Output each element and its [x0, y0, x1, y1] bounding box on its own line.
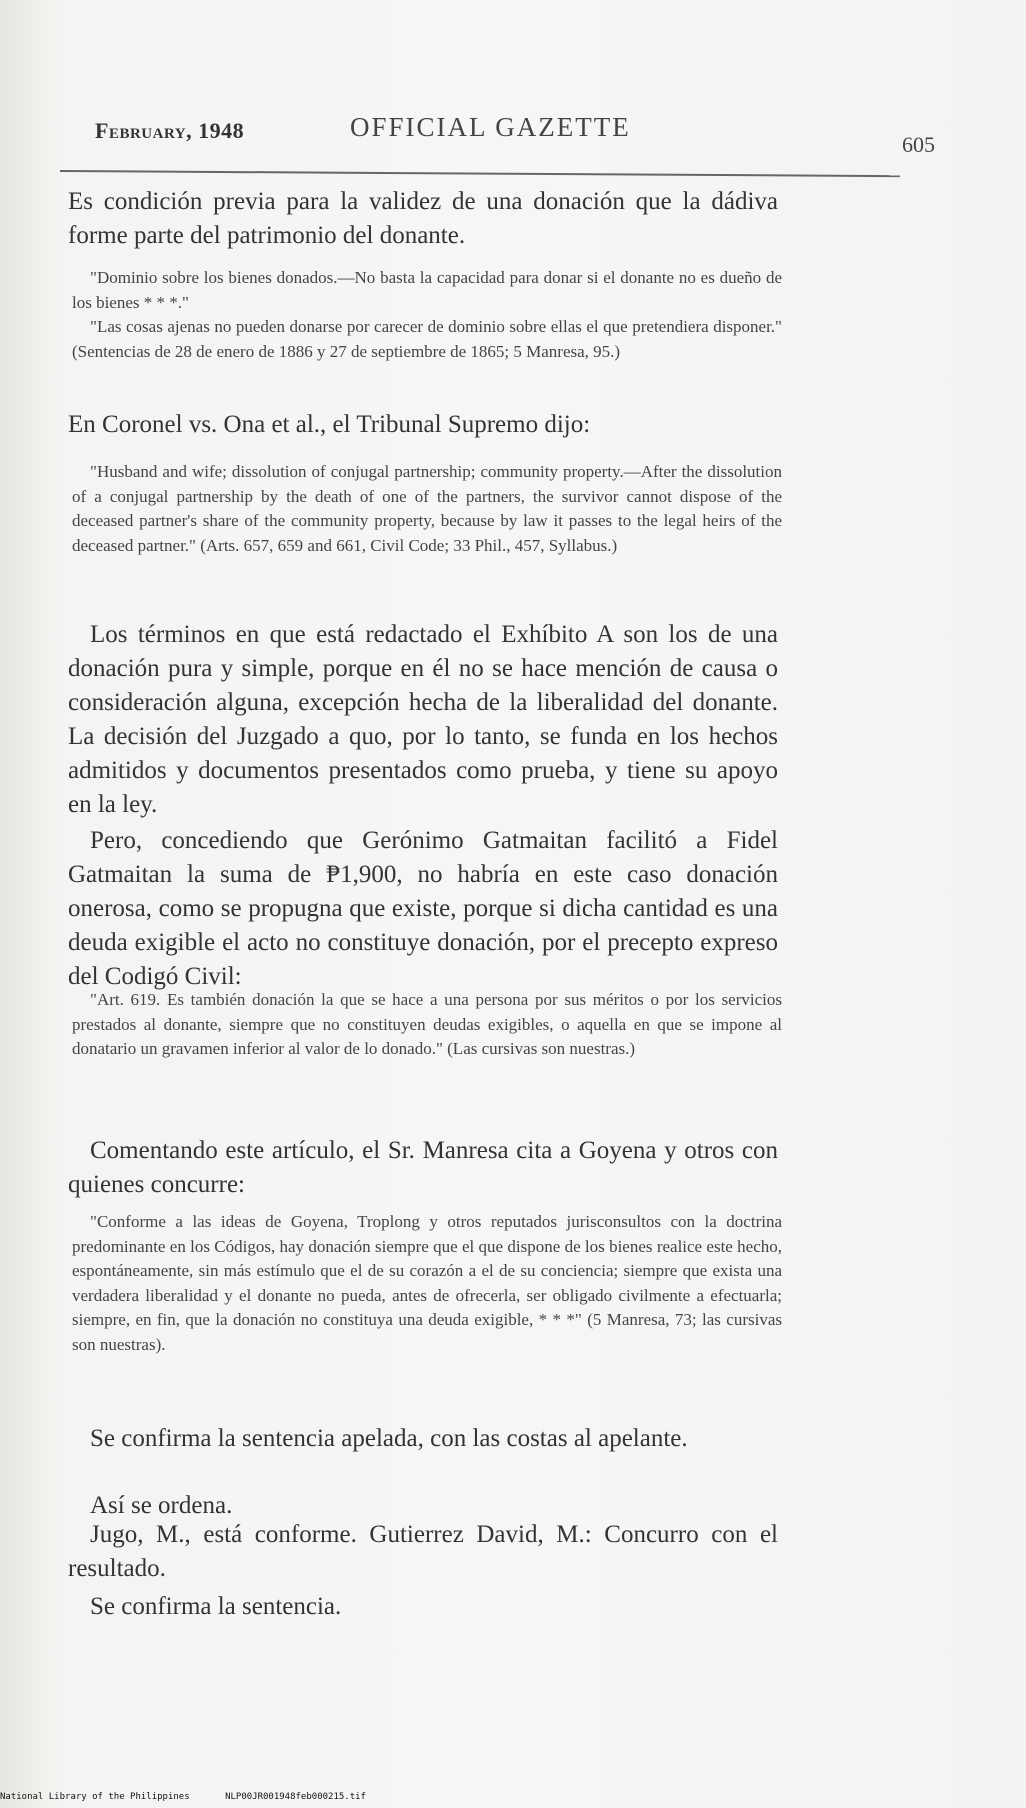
quote-1-a: "Dominio sobre los bienes donados.—No basta la capacidad para donar si el donante no es dueño de los bienes * * *.": [72, 268, 782, 312]
quote-2: [68, 460, 782, 558]
quote-3: [68, 988, 782, 1062]
header-title: OFFICIAL GAZETTE: [350, 112, 631, 142]
paragraph-3: Los términos en que está redactado el Exhíbito A son los de una donación pura y simple, porque en él no se hace mención de causa o consideración alguna, excepción hecha de la liberalidad del donante. La decisión del Juzgado a quo, por lo tanto, se funda en los hechos admitidos y documentos presentados como prueba, y tiene su apoyo en la ley.: [68, 621, 778, 818]
footer-library: National Library of the Philippines: [0, 1792, 190, 1802]
header-rule: [60, 170, 900, 177]
footer-file: NLP00JR001948feb000215.tif: [225, 1792, 366, 1802]
quote-3-text: "Art. 619. Es también donación la que se hace a una persona por sus méritos o por los servicios prestados al donante, siempre que no constituyen deudas exigibles, o aquella en que se impone al donatario un gravamen inferior al valor de lo donado." (Las cursivas son nuestras.): [72, 990, 782, 1058]
quote-2-text: "Husband and wife; dissolution of conjugal partnership; community property.—After the dissolution of a conjugal partnership by the death of one of the partners, the survivor cannot dispose of the deceased partner's share of the community property, because by law it passes to the legal heirs of the deceased partner." (Arts. 657, 659 and 661, Civil Code; 33 Phil., 457, Syllabus.): [72, 462, 782, 555]
paragraph-5: Comentando este artículo, el Sr. Manresa cita a Goyena y otros con quienes concurre:: [68, 1137, 778, 1198]
paragraph-9: Se confirma la sentencia.: [90, 1593, 342, 1620]
header-date: February, 1948: [95, 118, 245, 143]
paragraph-6: Se confirma la sentencia apelada, con las costas al apelante.: [90, 1425, 688, 1452]
quote-1-b: "Las cosas ajenas no pueden donarse por carecer de dominio sobre ellas el que pretendiera disponer." (Sentencias de 28 de enero de 1886 y 27 de septiembre de 1865; 5 Manresa, 95.): [72, 317, 782, 361]
quote-4: [68, 1210, 782, 1357]
paragraph-2: En Coronel vs. Ona et al., el Tribunal Supremo dijo:: [68, 411, 591, 438]
paragraph-7: Así se ordena.: [90, 1492, 233, 1519]
paragraph-4: Pero, concediendo que Gerónimo Gatmaitan facilitó a Fidel Gatmaitan la suma de ₱1,900, no habría en este caso donación onerosa, como se propugna que existe, porque si dicha cantidad es una deuda exigible el acto no constituye donación, por el precepto expreso del Codigó Civil:: [68, 827, 778, 990]
scan-footer: [0, 1792, 1026, 1802]
quote-1: [68, 266, 782, 364]
page-number: 605: [902, 132, 935, 157]
paragraph-1: Es condición previa para la validez de una donación que la dádiva forme parte del patrimonio del donante.: [68, 188, 778, 249]
paragraph-8: Jugo, M., está conforme. Gutierrez David, M.: Concurro con el resultado.: [68, 1521, 778, 1582]
quote-4-text: "Conforme a las ideas de Goyena, Troplong y otros reputados jurisconsultos con la doctrina predominante en los Códigos, hay donación siempre que el que dispone de los bienes realice este hecho, espontáneamente, sin más estímulo que el de su corazón a el de su conciencia; siempre que exista una verdadera liberalidad y el donante no pueda, antes de ofrecerla, ser obligado civilmente a efectuarla; siempre, en fin, que la donación no constituya una deuda exigible, * * *" (5 Manresa, 73; las cursivas son nuestras).: [72, 1212, 782, 1354]
